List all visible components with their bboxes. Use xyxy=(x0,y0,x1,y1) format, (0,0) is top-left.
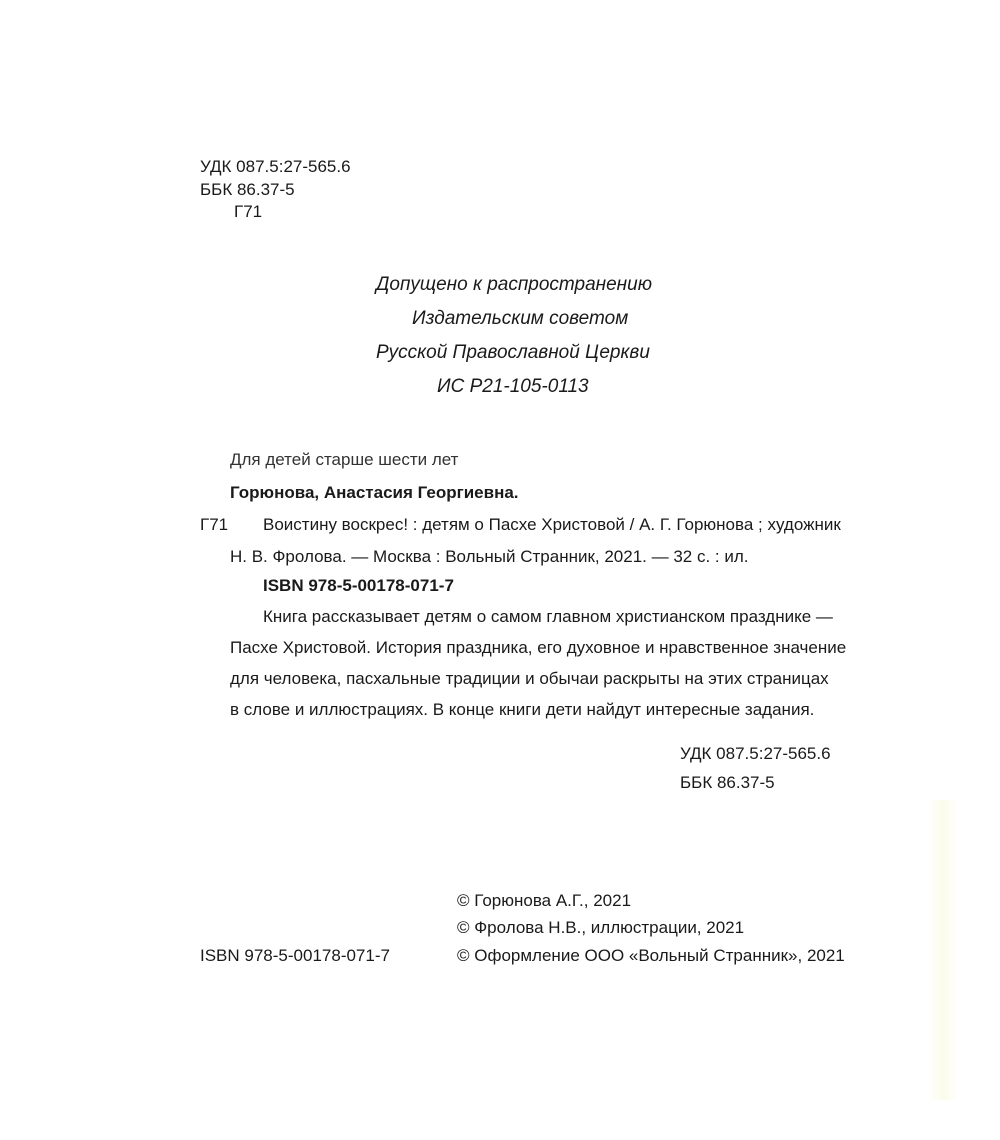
approval-line-2: Издательским советом xyxy=(412,308,629,329)
catalog-title-line-1: Воистину воскрес! : детям о Пасхе Христовой / А. Г. Горюнова ; художник xyxy=(263,515,841,534)
catalog-code: Г71 xyxy=(200,515,229,534)
annotation-line: Книга рассказывает детям о самом главном христианском празднике — xyxy=(263,607,833,626)
header-bbk: ББК 86.37-5 xyxy=(200,180,295,199)
copyright-line: © Горюнова А.Г., 2021 xyxy=(457,891,632,910)
copyright-line: © Фролова Н.В., иллюстрации, 2021 xyxy=(457,918,745,937)
annotation-line: в слове и иллюстрациях. В конце книги дети найдут интересные задания. xyxy=(230,700,815,719)
copyright-line: © Оформление ООО «Вольный Странник», 2021 xyxy=(457,946,845,965)
catalog-udk: УДК 087.5:27-565.6 xyxy=(680,744,831,763)
footer-isbn: ISBN 978-5-00178-071-7 xyxy=(200,946,390,965)
header-code: Г71 xyxy=(234,202,263,221)
catalog-title-line-2: Н. В. Фролова. — Москва : Вольный Странник, 2021. — 32 с. : ил. xyxy=(230,547,749,566)
header-udk: УДК 087.5:27-565.6 xyxy=(200,157,351,176)
age-rating: Для детей старше шести лет xyxy=(230,450,459,469)
approval-line-3: Русской Православной Церкви xyxy=(376,342,650,363)
annotation-line: для человека, пасхальные традиции и обычаи раскрыты на этих страницах xyxy=(230,669,829,688)
page-edge-shading xyxy=(928,800,958,1100)
approval-line-4: ИС Р21-105-0113 xyxy=(437,376,589,397)
catalog-author: Горюнова, Анастасия Георгиевна. xyxy=(230,483,519,502)
annotation-line: Пасхе Христовой. История праздника, его духовное и нравственное значение xyxy=(230,638,847,657)
catalog-isbn: ISBN 978-5-00178-071-7 xyxy=(263,576,454,595)
catalog-bbk: ББК 86.37-5 xyxy=(680,773,775,792)
approval-line-1: Допущено к распространению xyxy=(376,274,652,295)
